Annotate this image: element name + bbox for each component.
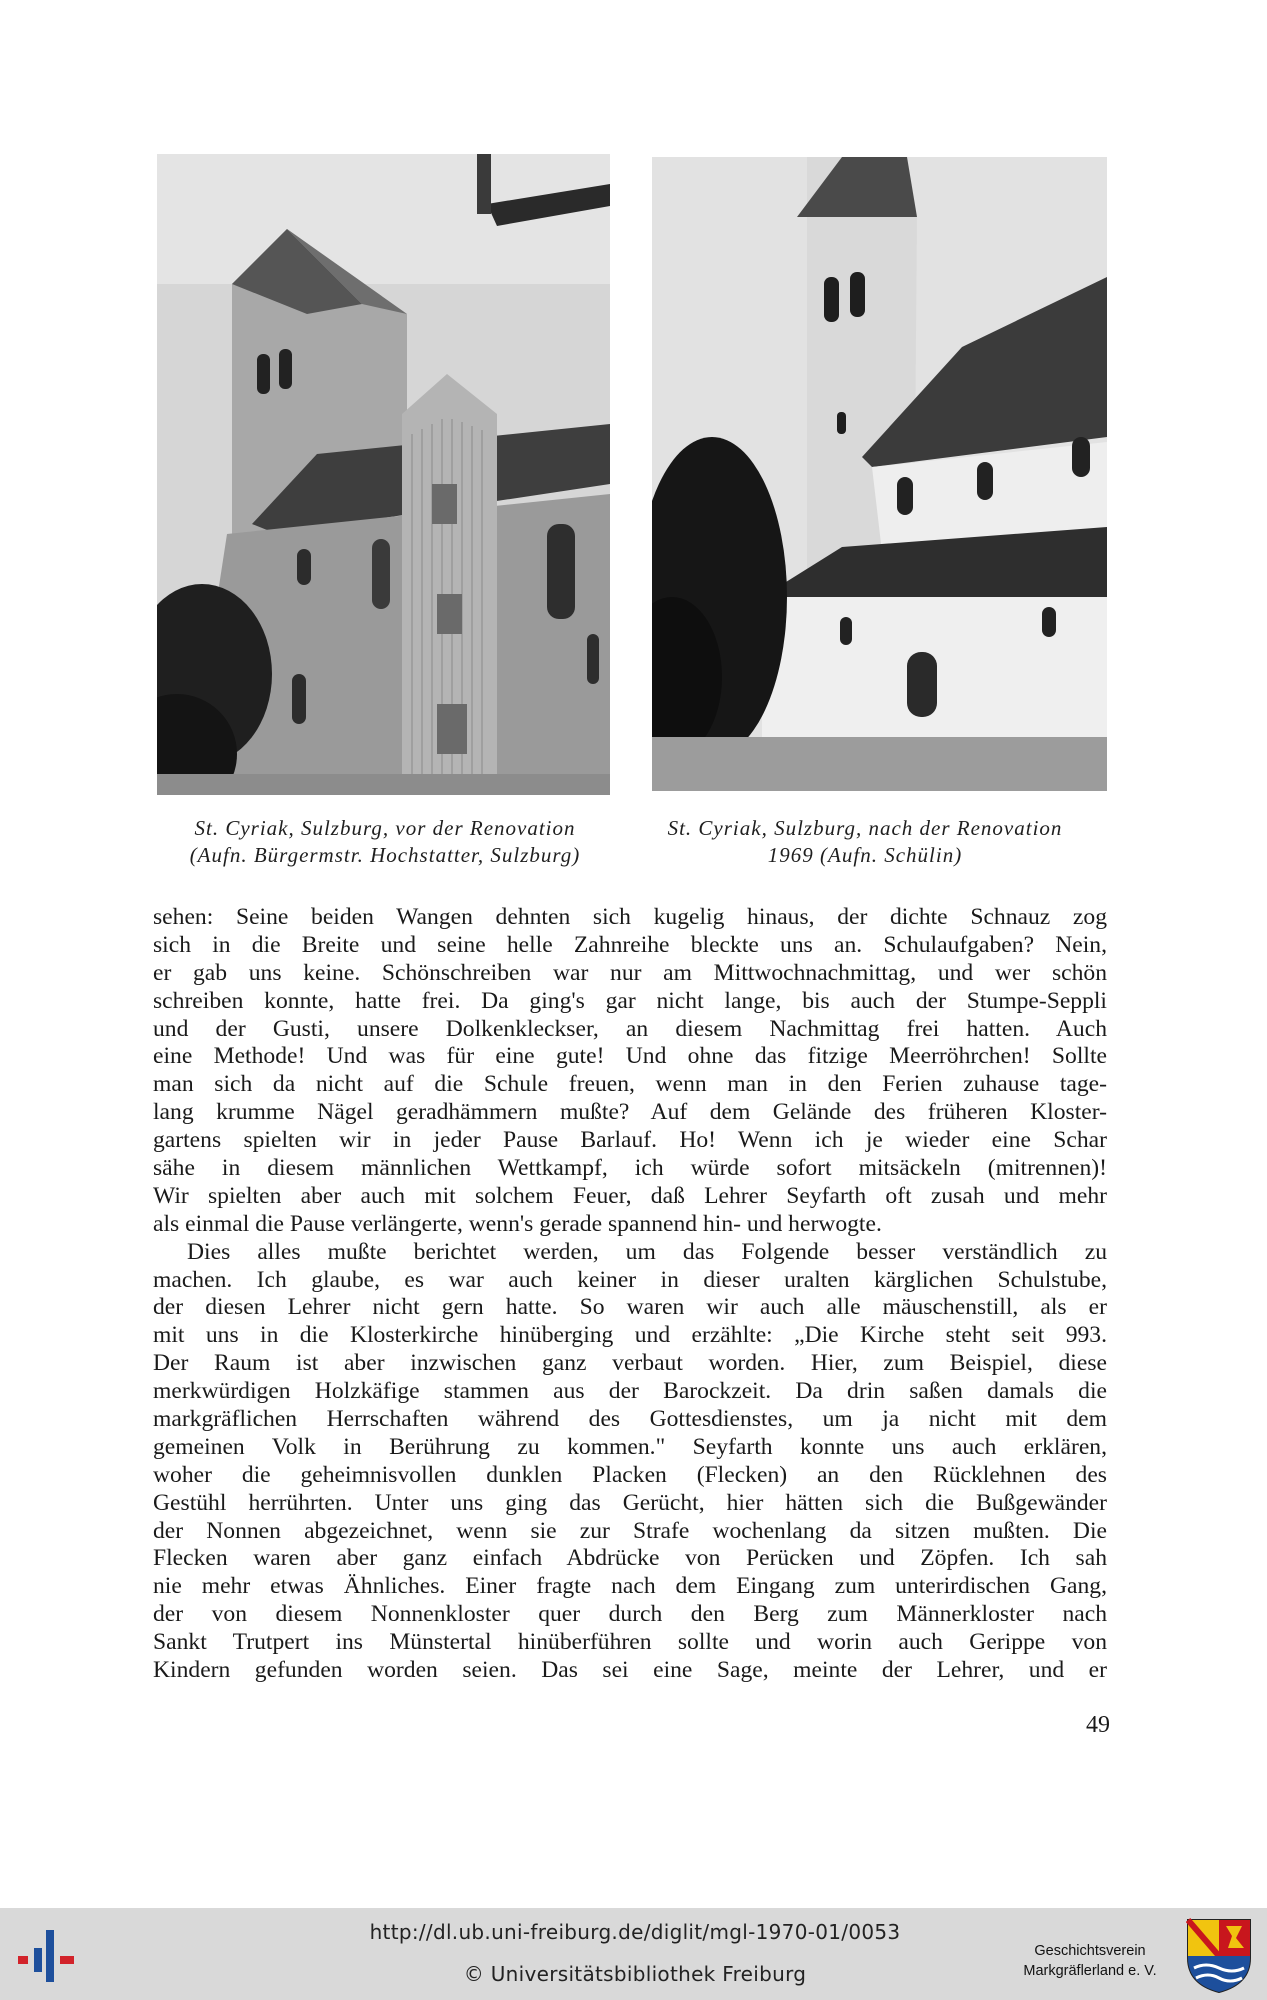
body-line: der diesen Lehrer nicht gern hatte. So waren wir auch alle mäuschenstill, als er: [153, 1294, 1107, 1321]
body-line: mit uns in die Klosterkirche hinüberging und erzählte: „Die Kirche steht seit 993.: [153, 1322, 1107, 1349]
body-line: sähe in diesem männlichen Wettkampf, ich würde sofort mitsäckeln (mitrennen)!: [153, 1155, 1107, 1182]
body-line: gartens spielten wir in jeder Pause Barlauf. Ho! Wenn ich je wieder eine Schar: [153, 1127, 1107, 1154]
body-line: machen. Ich glaube, es war auch keiner in dieser uralten kärglichen Schulstube,: [153, 1266, 1107, 1293]
footer-url-link[interactable]: http://dl.ub.uni-freiburg.de/diglit/mgl-1970-01/0053: [369, 1920, 901, 1944]
coat-of-arms-icon: [1186, 1918, 1252, 1994]
caption-left-line2: (Aufn. Bürgermstr. Hochstatter, Sulzburg): [189, 843, 581, 867]
body-line: merkwürdigen Holzkäfige stammen aus der Barockzeit. Da drin saßen damals die: [153, 1378, 1107, 1405]
footer-bar: [0, 1908, 1267, 2000]
body-line: der von diesem Nonnenkloster quer durch den Berg zum Männerkloster nach: [153, 1601, 1107, 1628]
footer-copyright: © Universitätsbibliothek Freiburg: [463, 1962, 807, 1986]
body-line: Sankt Trutpert ins Münstertal hinüberführen sollte und worin auch Gerippe von: [153, 1629, 1107, 1656]
body-line: man sich da nicht auf die Schule freuen, wenn man in den Ferien zuhause tage-: [153, 1071, 1107, 1098]
body-line: der Nonnen abgezeichnet, wenn sie zur Strafe wochenlang da sitzen mußten. Die: [153, 1517, 1107, 1544]
body-line: sich in die Breite und seine helle Zahnreihe bleckte uns an. Schulaufgaben? Nein,: [153, 931, 1107, 958]
body-line: Flecken waren aber ganz einfach Abdrücke von Perücken und Zöpfen. Ich sah: [153, 1545, 1107, 1572]
body-line: er gab uns keine. Schönschreiben war nur am Mittwochnachmittag, und wer schön: [153, 959, 1107, 986]
footer-society-name: [1000, 1941, 1180, 1981]
body-line: woher die geheimnisvollen dunklen Placken (Flecken) an den Rücklehnen des: [153, 1461, 1107, 1488]
footer-society-line2: Markgräflerland e. V.: [1023, 1963, 1157, 1979]
photo-church-after-renovation: [652, 157, 1107, 791]
university-library-logo-icon[interactable]: [18, 1930, 76, 1982]
body-line: markgräflichen Herrschaften während des Gottesdienstes, um ja nicht mit dem: [153, 1406, 1107, 1433]
body-line: nie mehr etwas Ähnliches. Einer fragte nach dem Eingang zum unterirdischen Gang,: [153, 1573, 1107, 1600]
caption-after-renovation: [630, 815, 1100, 869]
body-line: Wir spielten aber auch mit solchem Feuer, daß Lehrer Seyfarth oft zusah und mehr: [153, 1182, 1107, 1209]
caption-before-renovation: [140, 815, 630, 869]
body-line: als einmal die Pause verlängerte, wenn's gerade spannend hin- und herwogte.: [153, 1210, 882, 1237]
body-text: [153, 904, 1107, 1685]
caption-left-line1: St. Cyriak, Sulzburg, vor der Renovation: [194, 816, 576, 840]
body-line: Kindern gefunden worden seien. Das sei eine Sage, meinte der Lehrer, und er: [153, 1657, 1107, 1684]
body-line: gemeinen Volk in Berührung zu kommen." Seyfarth konnte uns auch erklären,: [153, 1433, 1107, 1460]
photo-church-before-renovation: [157, 154, 610, 795]
body-line: lang krumme Nägel geradhämmern mußte? Auf dem Gelände des früheren Kloster-: [153, 1099, 1107, 1126]
footer-society-line1: Geschichtsverein: [1034, 1943, 1146, 1959]
body-line: sehen: Seine beiden Wangen dehnten sich kugelig hinaus, der dichte Schnauz zog: [153, 904, 1107, 930]
caption-right-line1: St. Cyriak, Sulzburg, nach der Renovation: [667, 816, 1063, 840]
caption-right-line2: 1969 (Aufn. Schülin): [767, 843, 963, 867]
body-line: Gestühl herrührten. Unter uns ging das Gerücht, hier hätten sich die Bußgewänder: [153, 1489, 1107, 1516]
body-line: und der Gusti, unsere Dolkenkleckser, an diesem Nachmittag frei hatten. Auch: [153, 1015, 1107, 1042]
body-line: Der Raum ist aber inzwischen ganz verbaut worden. Hier, zum Beispiel, diese: [153, 1350, 1107, 1377]
body-line: eine Methode! Und was für eine gute! Und ohne das fitzige Meerröhrchen! Sollte: [153, 1043, 1107, 1070]
page-number: 49: [1086, 1712, 1110, 1738]
body-line: Dies alles mußte berichtet werden, um das Folgende besser verständlich zu: [187, 1238, 1107, 1265]
body-line: schreiben konnte, hatte frei. Da ging's gar nicht lange, bis auch der Stumpe-Seppli: [153, 987, 1107, 1014]
